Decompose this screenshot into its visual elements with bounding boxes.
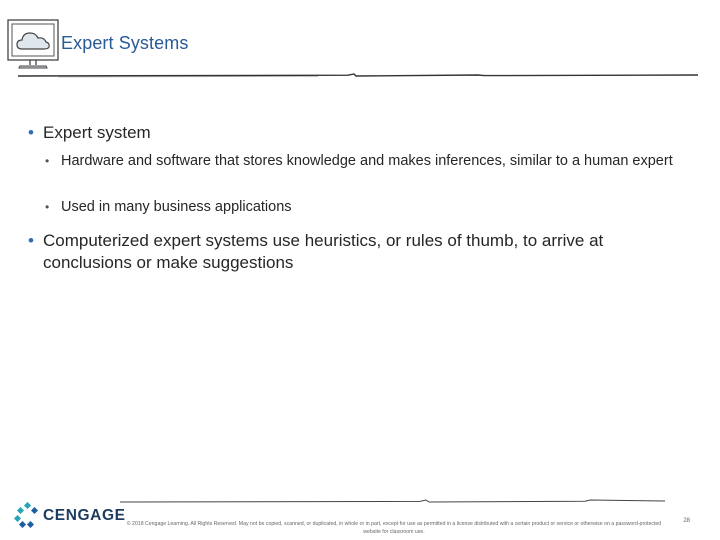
copyright-notice: © 2018 Cengage Learning. All Rights Reserved. May not be copied, scanned, or duplicated, in whole or in part, except for use as permitted in a license distributed with a certain product or service or otherwise on a password-protected website for classroom use. [126,521,662,535]
footer-divider [120,497,665,505]
cengage-logo-icon [14,502,40,528]
cloud-monitor-icon [6,18,60,70]
bullet-level2 [44,151,681,171]
page-number: 28 [683,518,690,524]
bullet-dot: • [45,154,50,168]
bullet-level1 [28,122,683,144]
logo-text: CENGAGE [43,507,126,524]
bullet-dot: • [45,200,50,214]
bullet-text: Expert system [43,123,151,142]
bullet-text: Computerized expert systems use heuristics, or rules of thumb, to arrive at conclusions or make suggestions [43,231,604,272]
cengage-logo [14,500,126,532]
bullet-dot: • [28,123,34,142]
bullet-text: Hardware and software that stores knowledge and makes inferences, similar to a human expert [61,153,673,169]
bullet-level2 [44,197,681,217]
bullet-level1 [28,230,683,274]
bullet-text: Used in many business applications [61,199,292,215]
bullet-dot: • [28,231,34,250]
title-divider [18,70,698,80]
slide-title: Expert Systems [61,33,189,53]
